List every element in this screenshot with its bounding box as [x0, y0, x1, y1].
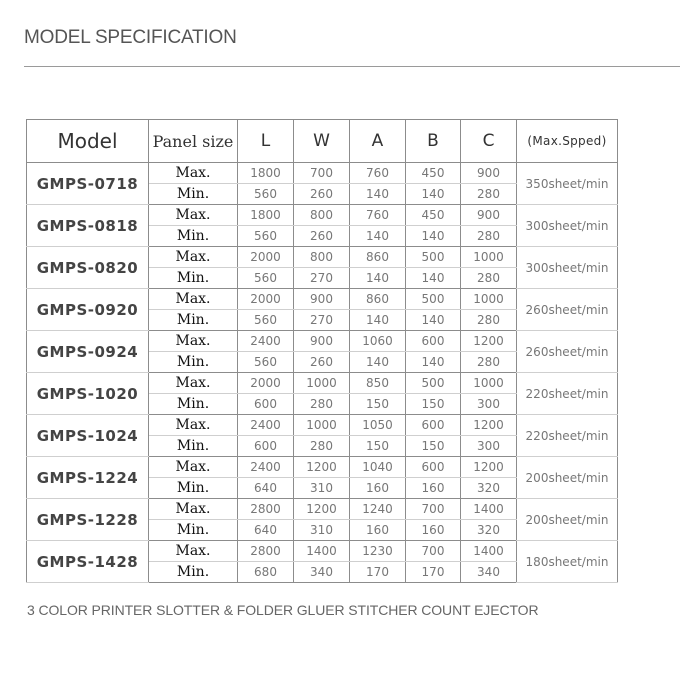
min-l-value: 560 [238, 310, 294, 331]
max-l-value: 2000 [238, 247, 294, 268]
max-speed-value: 300sheet/min [517, 205, 618, 247]
min-b-value: 150 [406, 436, 461, 457]
max-c-value: 1200 [461, 415, 517, 436]
max-a-value: 1050 [350, 415, 406, 436]
max-w-value: 1200 [294, 499, 350, 520]
header-b: B [406, 120, 461, 163]
max-a-value: 860 [350, 289, 406, 310]
table-row-max [27, 289, 618, 310]
max-a-value: 1230 [350, 541, 406, 562]
panel-min-label: Min. [149, 562, 238, 583]
model-name: GMPS-1020 [27, 373, 149, 415]
min-c-value: 300 [461, 394, 517, 415]
max-w-value: 800 [294, 247, 350, 268]
model-name: GMPS-1428 [27, 541, 149, 583]
title-divider [24, 66, 680, 67]
max-b-value: 450 [406, 163, 461, 184]
max-w-value: 800 [294, 205, 350, 226]
panel-max-label: Max. [149, 457, 238, 478]
max-l-value: 1800 [238, 205, 294, 226]
min-b-value: 140 [406, 352, 461, 373]
min-w-value: 280 [294, 436, 350, 457]
table-row-max [27, 331, 618, 352]
max-w-value: 700 [294, 163, 350, 184]
header-l: L [238, 120, 294, 163]
max-a-value: 1040 [350, 457, 406, 478]
min-b-value: 140 [406, 184, 461, 205]
max-speed-value: 220sheet/min [517, 373, 618, 415]
panel-min-label: Min. [149, 436, 238, 457]
model-name: GMPS-1224 [27, 457, 149, 499]
max-speed-value: 260sheet/min [517, 331, 618, 373]
min-a-value: 140 [350, 226, 406, 247]
header-c: C [461, 120, 517, 163]
panel-min-label: Min. [149, 520, 238, 541]
table-row-max [27, 247, 618, 268]
min-l-value: 680 [238, 562, 294, 583]
max-l-value: 2400 [238, 415, 294, 436]
spec-table-body [27, 163, 618, 583]
panel-max-label: Max. [149, 541, 238, 562]
min-l-value: 600 [238, 436, 294, 457]
max-b-value: 700 [406, 499, 461, 520]
min-w-value: 260 [294, 184, 350, 205]
panel-min-label: Min. [149, 478, 238, 499]
min-b-value: 140 [406, 310, 461, 331]
max-speed-value: 200sheet/min [517, 457, 618, 499]
header-max-speed: (Max.Spped) [517, 120, 618, 163]
min-l-value: 600 [238, 394, 294, 415]
model-name: GMPS-0820 [27, 247, 149, 289]
header-w: W [294, 120, 350, 163]
max-a-value: 1060 [350, 331, 406, 352]
model-name: GMPS-0818 [27, 205, 149, 247]
max-c-value: 1000 [461, 373, 517, 394]
min-c-value: 280 [461, 352, 517, 373]
table-row-max [27, 541, 618, 562]
min-c-value: 280 [461, 310, 517, 331]
max-speed-value: 180sheet/min [517, 541, 618, 583]
min-b-value: 170 [406, 562, 461, 583]
model-name: GMPS-1228 [27, 499, 149, 541]
panel-max-label: Max. [149, 499, 238, 520]
min-a-value: 150 [350, 394, 406, 415]
min-l-value: 560 [238, 184, 294, 205]
min-c-value: 320 [461, 520, 517, 541]
max-l-value: 2000 [238, 289, 294, 310]
max-c-value: 1400 [461, 499, 517, 520]
max-c-value: 1200 [461, 331, 517, 352]
panel-max-label: Max. [149, 289, 238, 310]
min-b-value: 160 [406, 478, 461, 499]
min-c-value: 340 [461, 562, 517, 583]
max-speed-value: 220sheet/min [517, 415, 618, 457]
max-b-value: 500 [406, 289, 461, 310]
max-b-value: 500 [406, 247, 461, 268]
max-l-value: 2000 [238, 373, 294, 394]
max-b-value: 600 [406, 331, 461, 352]
panel-min-label: Min. [149, 184, 238, 205]
max-a-value: 850 [350, 373, 406, 394]
model-name: GMPS-1024 [27, 415, 149, 457]
max-l-value: 2800 [238, 541, 294, 562]
max-speed-value: 260sheet/min [517, 289, 618, 331]
max-b-value: 600 [406, 415, 461, 436]
max-c-value: 900 [461, 205, 517, 226]
panel-max-label: Max. [149, 205, 238, 226]
min-l-value: 560 [238, 268, 294, 289]
max-a-value: 1240 [350, 499, 406, 520]
min-a-value: 140 [350, 352, 406, 373]
max-w-value: 1000 [294, 373, 350, 394]
min-a-value: 150 [350, 436, 406, 457]
min-w-value: 280 [294, 394, 350, 415]
table-row-max [27, 373, 618, 394]
min-l-value: 560 [238, 352, 294, 373]
table-row-max [27, 499, 618, 520]
max-speed-value: 200sheet/min [517, 499, 618, 541]
model-name: GMPS-0924 [27, 331, 149, 373]
max-a-value: 760 [350, 205, 406, 226]
panel-min-label: Min. [149, 394, 238, 415]
min-l-value: 640 [238, 520, 294, 541]
max-c-value: 1000 [461, 247, 517, 268]
panel-max-label: Max. [149, 247, 238, 268]
max-w-value: 900 [294, 289, 350, 310]
table-row-max [27, 163, 618, 184]
max-b-value: 600 [406, 457, 461, 478]
max-b-value: 450 [406, 205, 461, 226]
max-a-value: 760 [350, 163, 406, 184]
header-model: Model [27, 120, 149, 163]
panel-max-label: Max. [149, 373, 238, 394]
header-row [27, 120, 618, 163]
min-c-value: 320 [461, 478, 517, 499]
max-c-value: 1000 [461, 289, 517, 310]
model-name: GMPS-0920 [27, 289, 149, 331]
min-a-value: 160 [350, 520, 406, 541]
panel-max-label: Max. [149, 163, 238, 184]
table-row-max [27, 205, 618, 226]
max-a-value: 860 [350, 247, 406, 268]
model-name: GMPS-0718 [27, 163, 149, 205]
header-a: A [350, 120, 406, 163]
min-w-value: 340 [294, 562, 350, 583]
max-w-value: 1200 [294, 457, 350, 478]
min-w-value: 310 [294, 520, 350, 541]
min-a-value: 160 [350, 478, 406, 499]
table-row-max [27, 415, 618, 436]
max-c-value: 1200 [461, 457, 517, 478]
max-speed-value: 300sheet/min [517, 247, 618, 289]
max-c-value: 900 [461, 163, 517, 184]
panel-max-label: Max. [149, 415, 238, 436]
footer-caption: 3 COLOR PRINTER SLOTTER & FOLDER GLUER STITCHER COUNT EJECTOR [27, 602, 539, 618]
min-w-value: 270 [294, 268, 350, 289]
max-w-value: 900 [294, 331, 350, 352]
max-b-value: 700 [406, 541, 461, 562]
max-l-value: 2400 [238, 331, 294, 352]
max-l-value: 2800 [238, 499, 294, 520]
spec-table [26, 119, 618, 583]
min-w-value: 260 [294, 352, 350, 373]
panel-min-label: Min. [149, 352, 238, 373]
min-a-value: 140 [350, 268, 406, 289]
min-a-value: 140 [350, 310, 406, 331]
max-l-value: 2400 [238, 457, 294, 478]
max-l-value: 1800 [238, 163, 294, 184]
max-c-value: 1400 [461, 541, 517, 562]
header-panel-size: Panel size [149, 120, 238, 163]
min-a-value: 170 [350, 562, 406, 583]
min-b-value: 150 [406, 394, 461, 415]
min-l-value: 560 [238, 226, 294, 247]
table-row-max [27, 457, 618, 478]
page-title: MODEL SPECIFICATION [24, 27, 237, 48]
min-b-value: 140 [406, 268, 461, 289]
panel-min-label: Min. [149, 268, 238, 289]
panel-min-label: Min. [149, 226, 238, 247]
panel-min-label: Min. [149, 310, 238, 331]
min-c-value: 280 [461, 268, 517, 289]
max-b-value: 500 [406, 373, 461, 394]
min-a-value: 140 [350, 184, 406, 205]
panel-max-label: Max. [149, 331, 238, 352]
min-l-value: 640 [238, 478, 294, 499]
min-b-value: 160 [406, 520, 461, 541]
min-c-value: 300 [461, 436, 517, 457]
min-c-value: 280 [461, 226, 517, 247]
min-w-value: 260 [294, 226, 350, 247]
max-w-value: 1000 [294, 415, 350, 436]
max-w-value: 1400 [294, 541, 350, 562]
min-c-value: 280 [461, 184, 517, 205]
max-speed-value: 350sheet/min [517, 163, 618, 205]
min-w-value: 310 [294, 478, 350, 499]
min-w-value: 270 [294, 310, 350, 331]
min-b-value: 140 [406, 226, 461, 247]
